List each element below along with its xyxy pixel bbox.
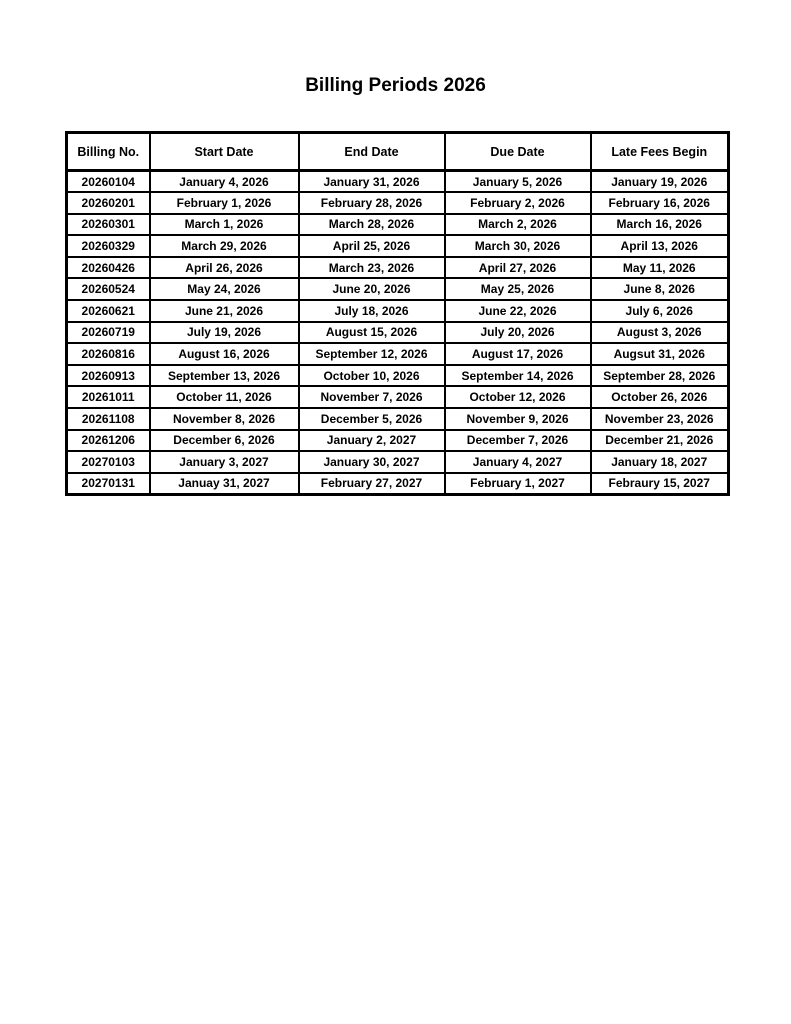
- table-cell: May 24, 2026: [150, 278, 299, 300]
- table-cell: February 1, 2026: [150, 192, 299, 214]
- table-cell: November 8, 2026: [150, 408, 299, 430]
- table-cell: January 31, 2026: [299, 171, 445, 193]
- table-cell: March 1, 2026: [150, 214, 299, 236]
- table-cell: September 28, 2026: [591, 365, 729, 387]
- table-cell: August 17, 2026: [445, 343, 591, 365]
- table-cell: 20261108: [67, 408, 150, 430]
- table-cell: 20260201: [67, 192, 150, 214]
- table-cell: November 7, 2026: [299, 386, 445, 408]
- table-row: [67, 451, 729, 473]
- table-cell: February 27, 2027: [299, 473, 445, 495]
- header-row: [67, 133, 729, 171]
- table-cell: 20260329: [67, 235, 150, 257]
- table-cell: December 5, 2026: [299, 408, 445, 430]
- table-row: [67, 257, 729, 279]
- table-cell: March 30, 2026: [445, 235, 591, 257]
- table-cell: September 13, 2026: [150, 365, 299, 387]
- table-cell: July 19, 2026: [150, 322, 299, 344]
- table-row: [67, 386, 729, 408]
- billing-periods-table: [65, 131, 730, 496]
- table-cell: 20260524: [67, 278, 150, 300]
- table-cell: October 10, 2026: [299, 365, 445, 387]
- column-header: End Date: [299, 133, 445, 171]
- table-cell: June 8, 2026: [591, 278, 729, 300]
- table-row: [67, 408, 729, 430]
- column-header: Start Date: [150, 133, 299, 171]
- table-cell: January 19, 2026: [591, 171, 729, 193]
- table-cell: March 28, 2026: [299, 214, 445, 236]
- table-cell: 20260104: [67, 171, 150, 193]
- table-cell: August 3, 2026: [591, 322, 729, 344]
- table-cell: 20261206: [67, 430, 150, 452]
- table-row: [67, 343, 729, 365]
- table-cell: November 9, 2026: [445, 408, 591, 430]
- table-cell: January 5, 2026: [445, 171, 591, 193]
- table-row: [67, 278, 729, 300]
- table-cell: January 18, 2027: [591, 451, 729, 473]
- table-cell: May 25, 2026: [445, 278, 591, 300]
- table-cell: July 18, 2026: [299, 300, 445, 322]
- table-cell: June 22, 2026: [445, 300, 591, 322]
- table-cell: February 16, 2026: [591, 192, 729, 214]
- table-cell: October 26, 2026: [591, 386, 729, 408]
- table-cell: April 13, 2026: [591, 235, 729, 257]
- table-cell: November 23, 2026: [591, 408, 729, 430]
- table-cell: Januay 31, 2027: [150, 473, 299, 495]
- table-cell: 20270131: [67, 473, 150, 495]
- table-cell: January 4, 2027: [445, 451, 591, 473]
- table-cell: February 2, 2026: [445, 192, 591, 214]
- table-cell: Febraury 15, 2027: [591, 473, 729, 495]
- table-cell: March 23, 2026: [299, 257, 445, 279]
- table-cell: Augsut 31, 2026: [591, 343, 729, 365]
- table-row: [67, 214, 729, 236]
- table-cell: 20260913: [67, 365, 150, 387]
- table-cell: May 11, 2026: [591, 257, 729, 279]
- column-header: Due Date: [445, 133, 591, 171]
- table-cell: April 25, 2026: [299, 235, 445, 257]
- table-row: [67, 322, 729, 344]
- table-cell: January 30, 2027: [299, 451, 445, 473]
- page-title: Billing Periods 2026: [305, 75, 486, 96]
- table-cell: 20270103: [67, 451, 150, 473]
- table-cell: January 4, 2026: [150, 171, 299, 193]
- table-row: [67, 235, 729, 257]
- table-cell: July 20, 2026: [445, 322, 591, 344]
- table-cell: December 7, 2026: [445, 430, 591, 452]
- table-row: [67, 473, 729, 495]
- table-cell: June 20, 2026: [299, 278, 445, 300]
- table-cell: September 14, 2026: [445, 365, 591, 387]
- table-cell: February 28, 2026: [299, 192, 445, 214]
- table-cell: 20261011: [67, 386, 150, 408]
- table-cell: June 21, 2026: [150, 300, 299, 322]
- table-row: [67, 171, 729, 193]
- table-cell: October 11, 2026: [150, 386, 299, 408]
- table-body: [67, 171, 729, 495]
- table-cell: December 21, 2026: [591, 430, 729, 452]
- table-cell: April 27, 2026: [445, 257, 591, 279]
- table-cell: March 16, 2026: [591, 214, 729, 236]
- table-cell: September 12, 2026: [299, 343, 445, 365]
- table-cell: 20260426: [67, 257, 150, 279]
- table-cell: March 29, 2026: [150, 235, 299, 257]
- table-row: [67, 365, 729, 387]
- table-cell: 20260719: [67, 322, 150, 344]
- table-cell: August 15, 2026: [299, 322, 445, 344]
- table-cell: April 26, 2026: [150, 257, 299, 279]
- table-cell: February 1, 2027: [445, 473, 591, 495]
- table-cell: October 12, 2026: [445, 386, 591, 408]
- table-row: [67, 192, 729, 214]
- table-cell: December 6, 2026: [150, 430, 299, 452]
- column-header: Billing No.: [67, 133, 150, 171]
- table-cell: January 3, 2027: [150, 451, 299, 473]
- table-cell: January 2, 2027: [299, 430, 445, 452]
- table-cell: August 16, 2026: [150, 343, 299, 365]
- table-cell: 20260816: [67, 343, 150, 365]
- table-cell: 20260621: [67, 300, 150, 322]
- column-header: Late Fees Begin: [591, 133, 729, 171]
- table-row: [67, 430, 729, 452]
- table-cell: 20260301: [67, 214, 150, 236]
- table-cell: March 2, 2026: [445, 214, 591, 236]
- table-cell: July 6, 2026: [591, 300, 729, 322]
- table-row: [67, 300, 729, 322]
